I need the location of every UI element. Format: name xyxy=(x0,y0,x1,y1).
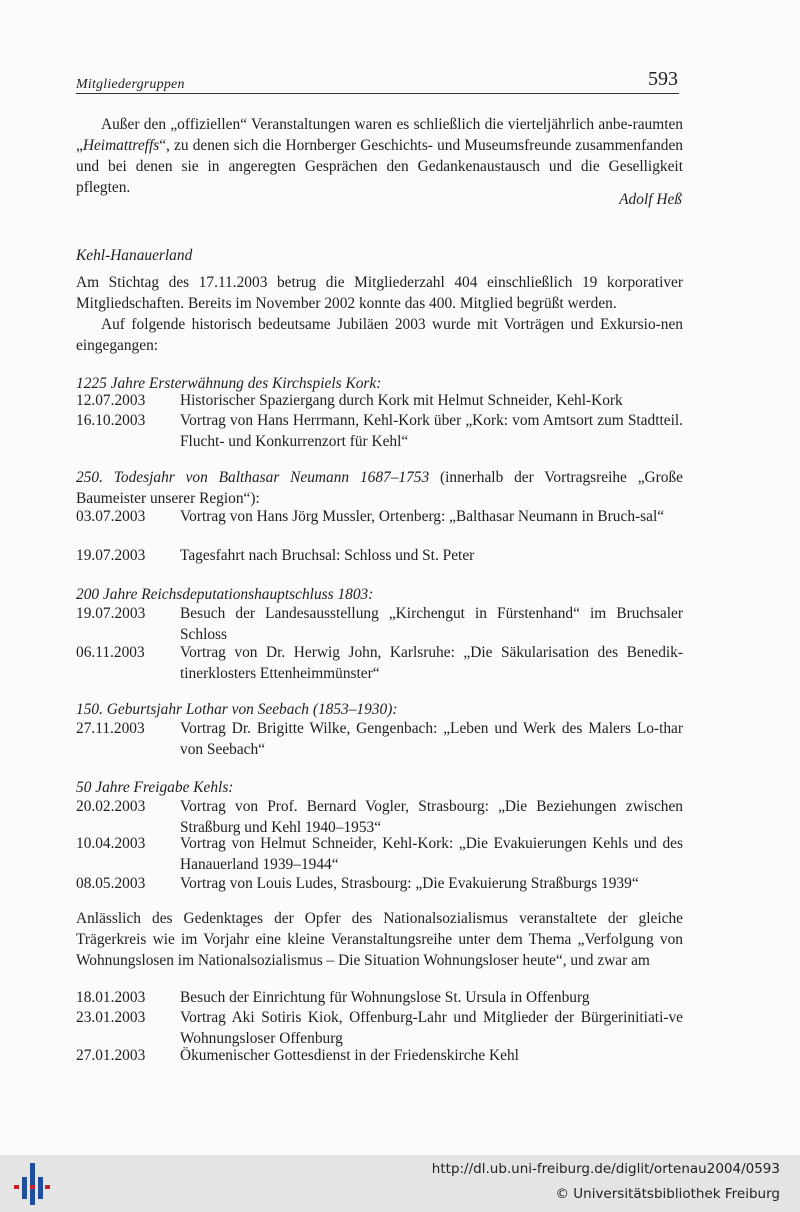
event-date: 20.02.2003 xyxy=(76,798,146,815)
event-text: Vortrag von Louis Ludes, Strasbourg: „Die Evakuierung Straßburgs 1939“ xyxy=(180,875,639,892)
viewer-footer xyxy=(0,1155,800,1212)
event-date: 19.07.2003 xyxy=(76,547,146,564)
signature: Adolf Heß xyxy=(619,191,682,208)
event-date: 12.07.2003 xyxy=(76,392,146,409)
event-text: Historischer Spaziergang durch Kork mit Helmut Schneider, Kehl-Kork xyxy=(180,392,623,409)
page-number: 593 xyxy=(648,68,678,90)
event-text: Vortrag von Helmut Schneider, Kehl-Kork: „Die Evakuierungen Kehls und des Hanauerland 1939–1944“ xyxy=(180,835,683,873)
event-date: 08.05.2003 xyxy=(76,875,146,892)
event-text: Vortrag Aki Sotiris Kiok, Offenburg-Lahr und Mitglieder der Bürgerinitiati-ve Wohnungsloser Offenburg xyxy=(180,1009,683,1047)
copyright-notice: © Universitätsbibliothek Freiburg xyxy=(555,1186,780,1202)
event-text: Vortrag Dr. Brigitte Wilke, Gengenbach: „Leben und Werk des Malers Lo-thar von Seebach“ xyxy=(180,720,683,758)
event-text: Vortrag von Hans Herrmann, Kehl-Kork über „Kork: vom Amtsort zum Stadtteil. Flucht- und Konkurrenzort für Kehl“ xyxy=(180,412,683,450)
section-title: Kehl-Hanauerland xyxy=(76,247,193,264)
group-heading: 250. Todesjahr von Balthasar Neumann 1687–1753 (innerhalb der Vortragsreihe „Große Baumeister unserer Region“): xyxy=(76,469,683,507)
group-heading: 150. Geburtsjahr Lothar von Seebach (1853–1930): xyxy=(76,701,398,718)
event-text: Tagesfahrt nach Bruchsal: Schloss und St. Peter xyxy=(180,547,475,564)
section-paragraph-1: Am Stichtag des 17.11.2003 betrug die Mitgliederzahl 404 einschließlich 19 korporativer Mitgliedschaften. Bereits im November 2002 konnte das 400. Mitglied begrüßt werden. xyxy=(76,274,683,312)
event-text: Vortrag von Hans Jörg Mussler, Ortenberg: „Balthasar Neumann in Bruch-sal“ xyxy=(180,508,665,525)
event-date: 06.11.2003 xyxy=(76,644,145,661)
event-date: 23.01.2003 xyxy=(76,1009,146,1026)
permalink-url[interactable]: http://dl.ub.uni-freiburg.de/diglit/ortenau2004/0593 xyxy=(431,1161,780,1177)
event-text: Ökumenischer Gottesdienst in der Friedenskirche Kehl xyxy=(180,1047,519,1064)
event-text: Vortrag von Dr. Herwig John, Karlsruhe: „Die Säkularisation des Benedik-tinerklosters Ettenheimmünster“ xyxy=(180,644,683,682)
event-date: 27.01.2003 xyxy=(76,1047,146,1064)
section-paragraph-2: Auf folgende historisch bedeutsame Jubiläen 2003 wurde mit Vorträgen und Exkursio-nen eingegangen: xyxy=(76,316,683,354)
intro-paragraph: Außer den „offiziellen“ Veranstaltungen waren es schließlich die vierteljährlich anbe-raumten „Heimattreffs“, zu denen sich die Hornberger Geschichts- und Museumsfreunde zusammenfanden und bei denen sie in angeregten Gesprächen den Gedankenaustausch und die Geselligkeit pflegten. xyxy=(76,116,683,196)
event-date: 19.07.2003 xyxy=(76,605,146,622)
library-logo-icon xyxy=(12,1161,52,1207)
group-heading: 200 Jahre Reichsdeputationshauptschluss 1803: xyxy=(76,586,374,603)
event-date: 03.07.2003 xyxy=(76,508,146,525)
group-heading: 50 Jahre Freigabe Kehls: xyxy=(76,779,234,796)
event-date: 27.11.2003 xyxy=(76,720,145,737)
event-text: Besuch der Einrichtung für Wohnungslose St. Ursula in Offenburg xyxy=(180,989,590,1006)
group-heading: 1225 Jahre Ersterwähnung des Kirchspiels Kork: xyxy=(76,375,382,392)
event-date: 16.10.2003 xyxy=(76,412,146,429)
event-text: Besuch der Landesausstellung „Kirchengut in Fürstenhand“ im Bruchsaler Schloss xyxy=(180,605,683,643)
header-rule xyxy=(76,93,679,94)
event-date: 18.01.2003 xyxy=(76,989,146,1006)
running-header: Mitgliedergruppen xyxy=(76,77,185,92)
event-text: Vortrag von Prof. Bernard Vogler, Strasbourg: „Die Beziehungen zwischen Straßburg und Kehl 1940–1953“ xyxy=(180,798,683,836)
event-date: 10.04.2003 xyxy=(76,835,146,852)
closing-paragraph: Anlässlich des Gedenktages der Opfer des Nationalsozialismus veranstaltete der gleiche Trägerkreis wie im Vorjahr eine kleine Veranstaltungsreihe unter dem Thema „Verfolgung von Wohnungslosen im Nationalsozialismus – Die Situation Wohnungsloser heute“, und zwar am xyxy=(76,910,683,969)
